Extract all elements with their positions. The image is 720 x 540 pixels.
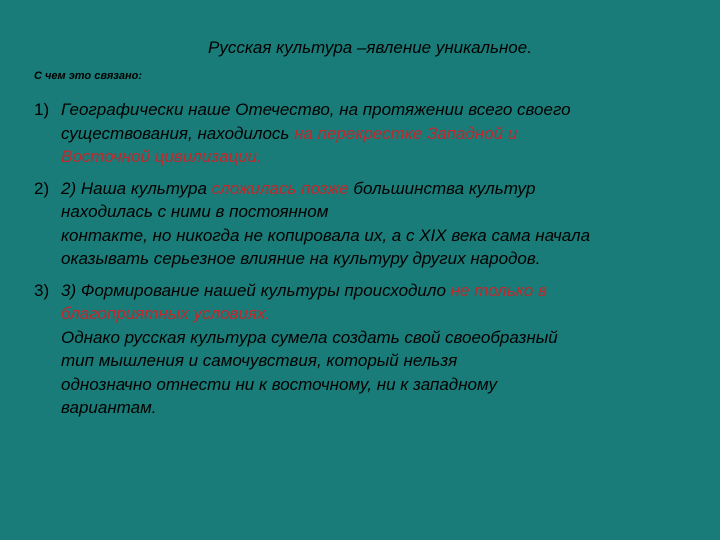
item-line: Однако русская культура сумела создать свой своеобразный (61, 327, 558, 347)
points-list (34, 98, 704, 428)
slide-title: Русская культура –явление уникальное. (208, 38, 532, 57)
item-number: 1) (34, 100, 50, 119)
item-text: 3) Формирование нашей культуры происходило (61, 280, 451, 300)
item-line (61, 177, 704, 201)
item-text: существования, находилось (61, 123, 295, 143)
item-text: большинства культур (348, 178, 536, 198)
item-number: 2) (34, 178, 50, 198)
item-line (61, 122, 704, 146)
item-line: однозначно отнести ни к восточному, ни к западному (61, 374, 497, 394)
item-line (61, 145, 704, 169)
slide-subtitle: С чем это связано: (34, 70, 143, 82)
item-text: 2) Наша культура (61, 178, 212, 198)
list-item-3 (34, 279, 704, 420)
item-line: вариантам. (61, 398, 157, 417)
item-line (61, 302, 704, 326)
item-line: контакте, но никогда не копировала их, а с XIX века сама начала (61, 225, 591, 245)
item-highlight: благоприятных условиях. (61, 304, 271, 323)
item-highlight: Восточной цивилизации. (61, 147, 262, 166)
item-line: находилась с ними в постоянном (61, 202, 329, 221)
item-number: 3) (34, 280, 50, 300)
item-line: тип мышления и самочувствия, который нельзя (61, 351, 458, 370)
item-text: Географически наше Отечество, на протяжении всего своего (61, 100, 571, 119)
item-line (61, 279, 704, 303)
item-highlight: сложилась позже (211, 178, 349, 198)
item-highlight: не только в (450, 280, 547, 300)
list-item-1 (34, 98, 704, 169)
item-highlight: на перекрестке Западной и (294, 123, 518, 143)
list-item-2 (34, 177, 704, 271)
item-line: оказывать серьезное влияние на культуру других народов. (61, 249, 541, 268)
item-line (61, 98, 704, 122)
